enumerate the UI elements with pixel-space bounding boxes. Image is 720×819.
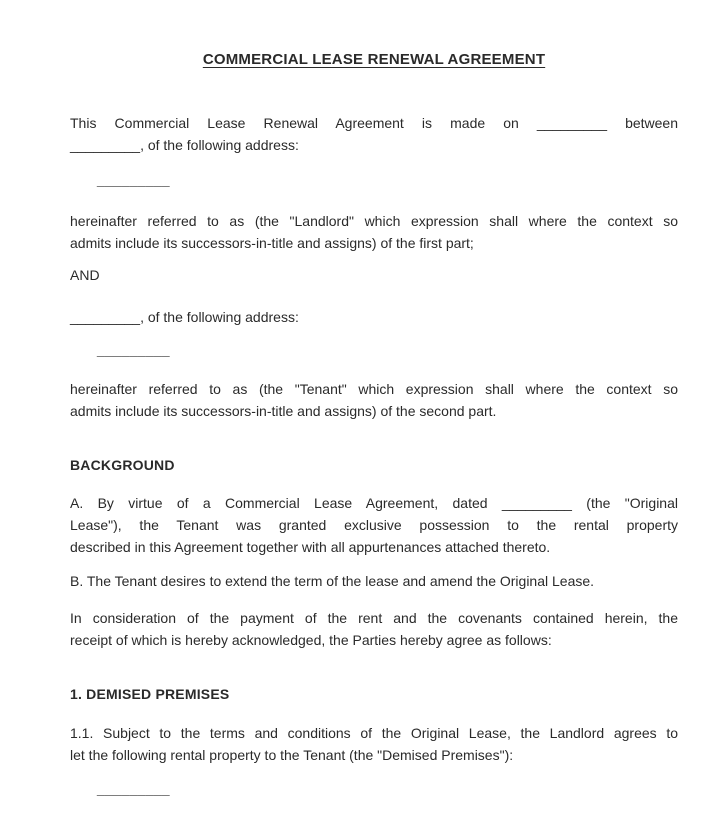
landlord-address-blank: _________ — [97, 171, 170, 187]
text-line: hereinafter referred to as (the "Landlord" which expression shall where the context so — [70, 213, 678, 229]
clause-1-1-paragraph — [70, 722, 678, 766]
text-line: _________, of the following address: — [70, 137, 299, 153]
text-line: 1.1. Subject to the terms and conditions of the Original Lease, the Landlord agrees to — [70, 725, 678, 741]
tenant-address-blank: _________ — [97, 341, 170, 357]
text-line: described in this Agreement together with all appurtenances attached thereto. — [70, 539, 551, 555]
and-separator: AND — [70, 267, 100, 283]
consideration-paragraph — [70, 607, 678, 651]
document-body — [0, 50, 720, 799]
text-line: hereinafter referred to as (the "Tenant" which expression shall where the context so — [70, 381, 678, 397]
text-line: admits include its successors-in-title and assigns) of the first part; — [70, 235, 474, 251]
background-heading: BACKGROUND — [70, 457, 175, 473]
landlord-clause-paragraph — [70, 210, 678, 254]
demised-premises-heading: 1. DEMISED PREMISES — [70, 686, 230, 702]
tenant-clause-paragraph — [70, 378, 678, 422]
text-line: Lease"), the Tenant was granted exclusive possession to the rental property — [70, 517, 678, 533]
text-line: receipt of which is hereby acknowledged, the Parties hereby agree as follows: — [70, 632, 552, 648]
text-line: let the following rental property to the Tenant (the "Demised Premises"): — [70, 747, 514, 763]
property-blank: _________ — [97, 780, 170, 796]
intro-paragraph — [70, 112, 678, 156]
text-line: This Commercial Lease Renewal Agreement is made on _________ between — [70, 115, 678, 131]
recital-a-paragraph — [70, 492, 678, 558]
document-title: COMMERCIAL LEASE RENEWAL AGREEMENT — [202, 51, 546, 68]
text-line: A. By virtue of a Commercial Lease Agreement, dated _________ (the "Original — [70, 495, 678, 511]
tenant-intro-paragraph: _________, of the following address: — [70, 309, 299, 325]
text-line: In consideration of the payment of the rent and the covenants contained herein, the — [70, 610, 678, 626]
text-line: admits include its successors-in-title and assigns) of the second part. — [70, 403, 497, 419]
recital-b-paragraph: B. The Tenant desires to extend the term of the lease and amend the Original Lease. — [70, 573, 595, 589]
